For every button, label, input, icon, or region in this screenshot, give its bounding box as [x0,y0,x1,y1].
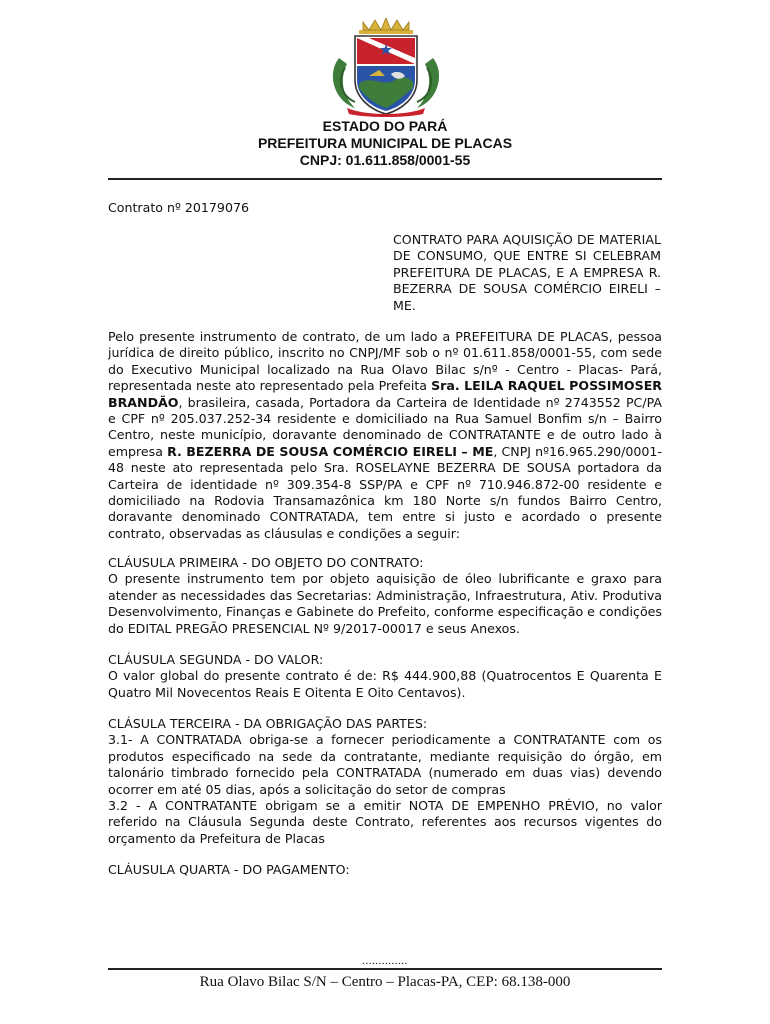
company-name: R. BEZERRA DE SOUSA COMÉRCIO EIRELI – ME [167,443,494,459]
clause-first [108,555,662,637]
state-heading: ESTADO DO PARÁ [322,118,448,134]
clause-third-title: CLÁSULA TERCEIRA - DA OBRIGAÇÃO DAS PARTES: [108,716,428,731]
clause-first-body: O presente instrumento tem por objeto aquisição de óleo lubrificante e graxo para atender as necessidades das Secretarias: Administração, Infraestrutura, Ativ. Produtiva Desenvolvimento, Finanças e Gabinete do Prefeito, conforme especificação e condições do EDITAL PREGÃO PRESENCIAL Nº 9/2017-00017 e seus Anexos. [108,571,662,636]
contract-summary: CONTRATO PARA AQUISIÇÃO DE MATERIAL DE CONSUMO, QUE ENTRE SI CELEBRAM PREFEITURA DE PLACAS, E A EMPRESA R. BEZERRA DE SOUSA COMÉRCIO EIRELI – ME. [393,232,661,313]
clause-fourth-title: CLÁUSULA QUARTA - DO PAGAMENTO: [108,862,350,877]
clause-third-item-2: 3.2 - A CONTRATANTE obrigam se a emitir NOTA DE EMPENHO PRÉVIO, no valor referido na Cláusula Segunda deste Contrato, referentes aos recursos vigentes do orçamento da Prefeitura de Placas [108,798,662,846]
contract-number: Contrato nº 20179076 [108,200,249,215]
clause-third-item-1: 3.1- A CONTRATADA obriga-se a fornecer periodicamente a CONTRATANTE com os produtos especificado na sede da contratante, mediante requisição do órgão, em talonário timbrado fornecido pela CONTRATADA (numerado em duas vias) devendo ocorrer em até 05 dias, após a solicitação do setor de compras [108,732,662,797]
mayor-name: Sra. LEILA RAQUEL POSSIMOSER BRANDÃO [108,378,662,410]
preamble-text-2: , brasileira, casada, Portadora da Carteira de Identidade nº 2743552 PC/PA e CPF nº 205.037.252-34 residente e domiciliado na Rua Samuel Bonfim s/n – Bairro Centro, neste município, doravante denominado de CONTRATANTE e de outro lado à empresa [108,394,662,459]
preamble-paragraph [108,329,662,542]
footer-address: Rua Olavo Bilac S/N – Centro – Placas-PA, CEP: 68.138-000 [199,974,571,990]
header-divider [108,178,662,180]
clause-third [108,716,662,847]
municipal-coat-of-arms-logo [325,18,447,118]
prefecture-heading: PREFEITURA MUNICIPAL DE PLACAS [257,135,513,151]
clause-second-title: CLÁUSULA SEGUNDA - DO VALOR: [108,652,324,667]
clause-second-body: O valor global do presente contrato é de: R$ 444.900,88 (Quatrocentos E Quarenta E Quatro Mil Novecentos Reais E Oitenta E Oito Centavos). [108,668,662,700]
preamble-text-3: , CNPJ nº16.965.290/0001-48 neste ato representada pelo Sra. ROSELAYNE BEZERRA DE SOUSA portadora da Carteira de identidade nº 309.354-8 SSP/PA e CPF nº 710.946.872-00 residente e domiciliado na Rodovia Transamazônica km 180 Norte s/n fundos Bairro Centro, doravante denominado CONTRATADA, tem entre si justo e acordado o presente contrato, observadas as cláusulas e condições a seguir: [108,443,662,541]
footer-dots: .............. [362,955,408,967]
cnpj-heading: CNPJ: 01.611.858/0001-55 [299,152,471,168]
clause-first-title: CLÁUSULA PRIMEIRA - DO OBJETO DO CONTRATO: [108,555,424,570]
footer-divider [108,968,662,970]
preamble-text-1: Pelo presente instrumento de contrato, de um lado a PREFEITURA DE PLACAS, pessoa jurídica de direito público, inscrito no CNPJ/MF sob o nº 01.611.858/0001-55, com sede do Executivo Municipal localizado na Rua Olavo Bilac s/nº - Centro - Placas- Pará, representada neste ato representado pela Prefeita [108,329,662,394]
clause-second [108,652,662,701]
